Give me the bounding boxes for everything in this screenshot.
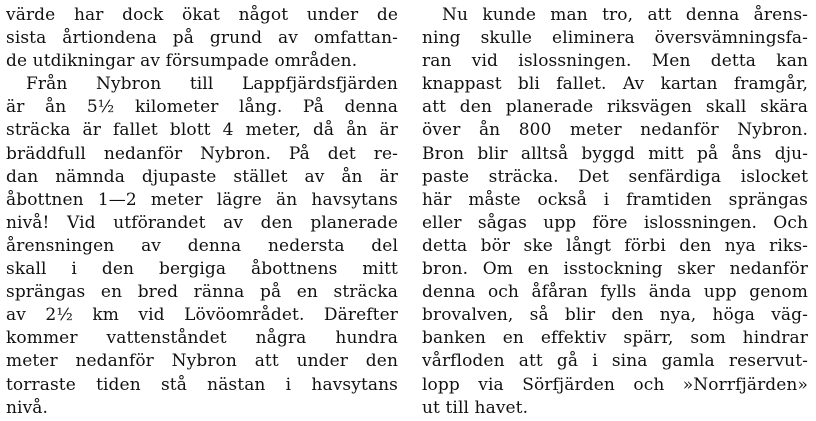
text-line: detta bör ske långt förbi den nya riks- xyxy=(422,235,808,256)
text-line: är ån 5½ kilometer lång. På denna xyxy=(6,97,398,118)
text-line: vårfloden att gå i sina gamla reservut- xyxy=(422,351,808,372)
text-line: ning skulle eliminera översvämningsfa- xyxy=(422,28,808,49)
text-line: Bron blir alltså byggd mitt på åns dju- xyxy=(422,143,808,164)
text-line: bron. Om en isstockning sker nedanför xyxy=(422,259,808,280)
text-line: att den planerade riksvägen skall skära xyxy=(422,97,808,118)
text-line: paste sträcka. Det senfärdiga islocket xyxy=(422,166,808,187)
text-line: de utdikningar av försumpade områden. xyxy=(6,51,358,72)
text-line: Från Nybron till Lappfjärdsfjärden xyxy=(26,74,398,95)
text-line: åbottnen 1—2 meter lägre än havsytans xyxy=(6,189,398,210)
text-line: eller sågas upp före islossningen. Och xyxy=(422,212,808,233)
text-line: värde har dock ökat något under de xyxy=(6,5,398,25)
text-line: ut till havet. xyxy=(422,397,529,418)
text-line: över ån 800 meter nedanför Nybron. xyxy=(422,120,808,141)
text-line: av 2½ km vid Lövöområdet. Därefter xyxy=(6,305,398,326)
text-line: nivå! Vid utförandet av den planerade xyxy=(6,212,398,233)
text-line: Nu kunde man tro, att denna årens- xyxy=(442,5,808,25)
text-line: denna och åfåran fylls ända upp genom xyxy=(422,282,808,303)
text-line: torraste tiden stå nästan i havsytans xyxy=(6,374,398,395)
text-line: dan nämnda djupaste stället av ån är xyxy=(6,166,398,187)
text-line: lopp via Sörfjärden och »Norrfjärden» xyxy=(422,374,808,395)
text-line: sista årtiondena på grund av omfattan- xyxy=(6,28,398,49)
text-line: ran vid islossningen. Men detta kan xyxy=(422,51,808,72)
text-line: nivå. xyxy=(6,397,49,418)
text-line: brovalven, så blir den nya, höga väg- xyxy=(422,305,808,326)
text-line: här måste också i framtiden sprängas xyxy=(422,189,808,210)
text-line: bräddfull nedanför Nybron. På det re- xyxy=(6,143,398,164)
left-text-column xyxy=(6,4,398,420)
text-line: sprängas en bred ränna på en sträcka xyxy=(6,282,398,303)
text-line: kommer vattenståndet några hundra xyxy=(6,328,398,349)
text-line: skall i den bergiga åbottnens mitt xyxy=(6,259,398,280)
text-line: sträcka är fallet blott 4 meter, då ån är xyxy=(6,120,398,141)
right-text-column xyxy=(422,4,808,420)
text-line: årensningen av denna nedersta del xyxy=(6,235,398,256)
text-line: knappast bli fallet. Av kartan framgår, xyxy=(422,74,808,95)
text-line: banken en effektiv spärr, som hindrar xyxy=(422,328,808,349)
text-line: meter nedanför Nybron att under den xyxy=(6,351,398,372)
